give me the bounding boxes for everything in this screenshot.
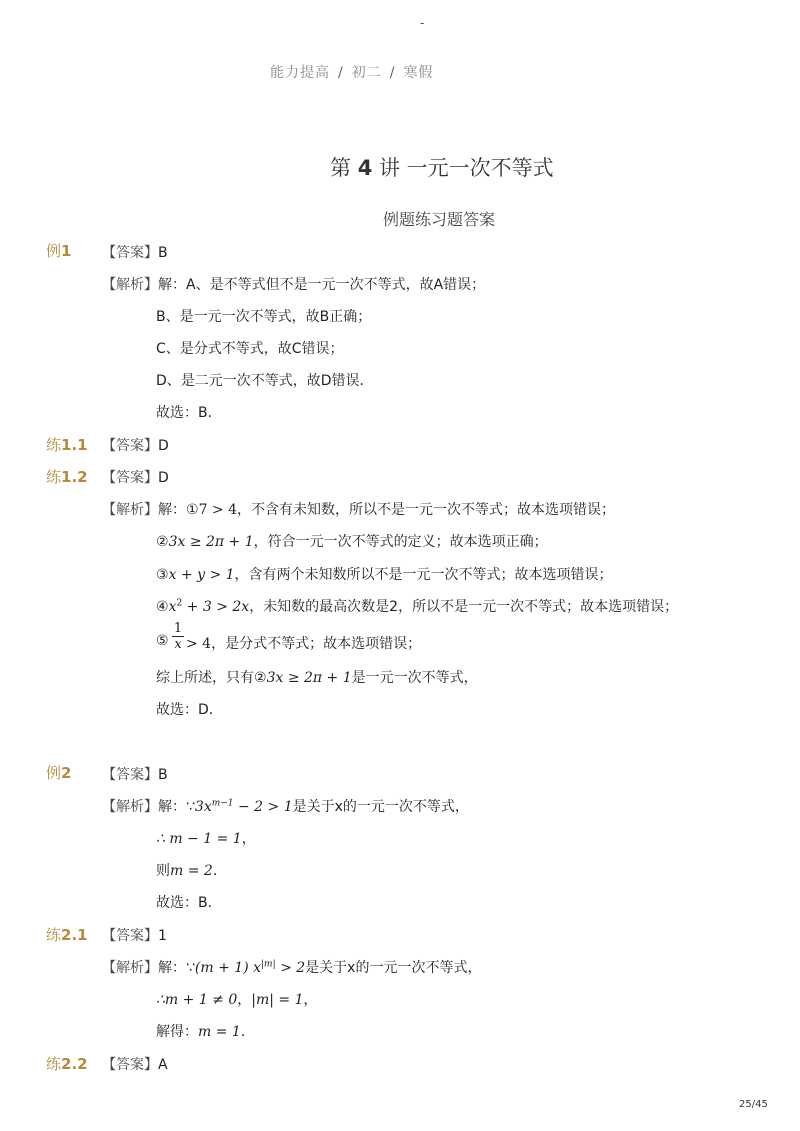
practice-1-2-tag: 练1.2	[46, 468, 88, 486]
practice-1-2-conclusion: 故选：D．	[156, 702, 223, 718]
title-prefix: 第	[330, 156, 351, 180]
example-1-answer: 【答案】B	[102, 245, 168, 261]
practice-1-1-answer: 【答案】D	[102, 438, 169, 454]
example-2-line: ∴ m − 1 = 1，	[156, 831, 256, 847]
title-text: 讲 一元一次不等式	[379, 156, 554, 180]
example-1-analysis-line: B、是一元一次不等式，故B正确；	[156, 309, 372, 325]
practice-1-2-line: ③x + y > 1，含有两个未知数所以不是一元一次不等式；故本选项错误；	[156, 567, 613, 583]
example-2-line: 【解析】解：$\because 3x^{m-1} - 2 > 1$是关于x的一元一次不等式，	[102, 798, 469, 815]
crumb-term: 寒假	[403, 65, 434, 81]
practice-2-2-answer: 【答案】A	[102, 1057, 168, 1073]
practice-1-2-line: 【解析】解：①7 > 4，不含有未知数，所以不是一元一次不等式；故本选项错误；	[102, 502, 616, 518]
example-1-tag: 例1	[46, 242, 72, 260]
breadcrumb	[270, 62, 433, 82]
page-title	[330, 152, 554, 182]
example-1-analysis-line: C、是分式不等式，故C错误；	[156, 341, 344, 357]
practice-1-2-line: ②3x ≥ 2π + 1，符合一元一次不等式的定义；故本选项正确；	[156, 534, 548, 550]
example-2-answer: 【答案】B	[102, 767, 168, 783]
crumb-separator: /	[338, 65, 344, 81]
practice-1-2-line: $④x^2 + 3 > 2x$，未知数的最高次数是2，所以不是一元一次不等式；故本选项错误；	[156, 598, 679, 615]
practice-2-1-line: ∴m + 1 ≠ 0，|m| = 1，	[156, 992, 318, 1008]
crumb-separator: /	[389, 65, 396, 81]
practice-2-2-tag: 练2.2	[46, 1055, 88, 1073]
title-number: 4	[357, 156, 373, 180]
practice-1-2-line: 综上所述，只有②3x ≥ 2π + 1是一元一次不等式，	[156, 670, 478, 686]
example-2-conclusion: 故选：B．	[156, 895, 222, 911]
example-2-tag: 例2	[46, 764, 72, 782]
example-1-conclusion: 故选：B．	[156, 405, 222, 421]
practice-2-1-tag: 练2.1	[46, 926, 88, 944]
top-mark: -	[420, 16, 425, 30]
example-1-analysis-line: 【解析】解：A、是不等式但不是一元一次不等式，故A错误；	[102, 277, 486, 293]
crumb-grade: 初二	[351, 65, 382, 81]
page-number: 25/45	[739, 1099, 768, 1110]
practice-2-1-line: 【解析】解：∵(m + 1) $x^{|m|} > 2$是关于x的一元一次不等式，	[102, 959, 482, 976]
example-2-line: 则m = 2．	[156, 863, 227, 879]
practice-1-1-tag: 练1.1	[46, 436, 88, 454]
practice-1-2-answer: 【答案】D	[102, 470, 169, 486]
page-subtitle: 例题练习题答案	[383, 210, 496, 229]
practice-2-1-answer: 【答案】1	[102, 928, 167, 944]
crumb-level: 能力提高	[270, 65, 330, 81]
example-1-analysis-line: D、是二元一次不等式，故D错误．	[156, 373, 374, 389]
practice-2-1-line: 解得：m = 1．	[156, 1024, 255, 1040]
fraction: 1 x	[173, 621, 183, 652]
